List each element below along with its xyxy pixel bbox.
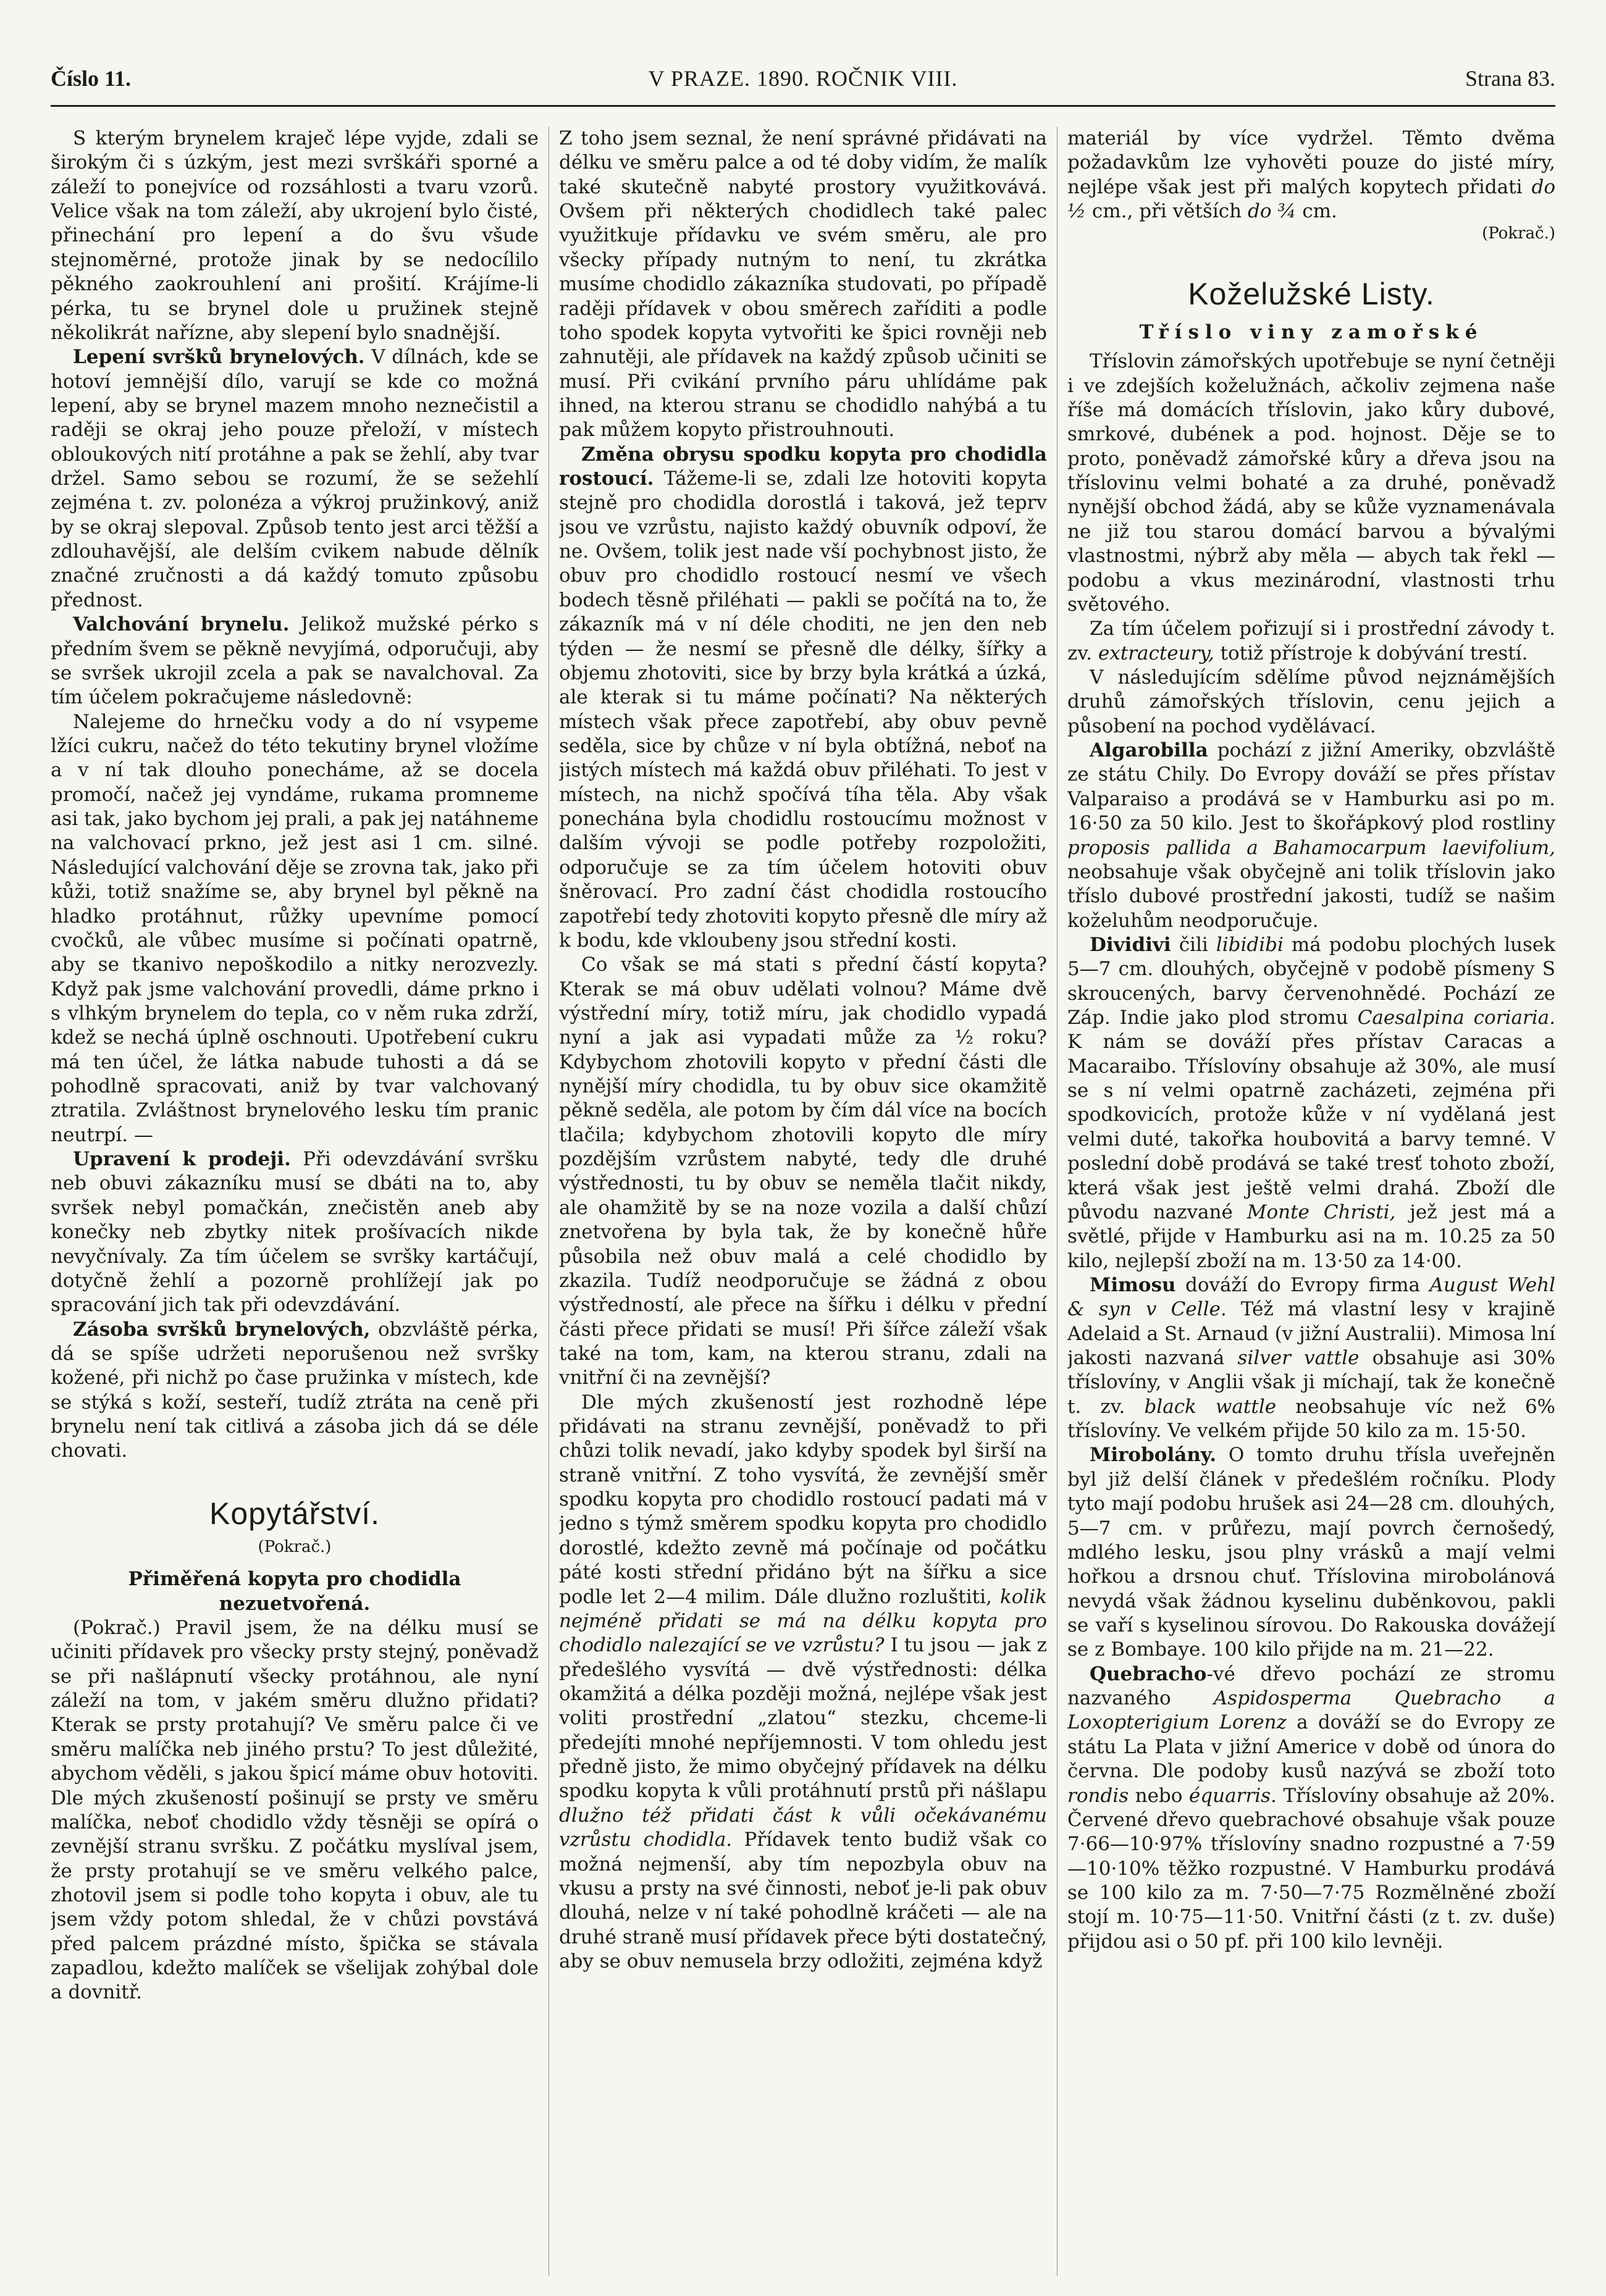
paragraph: Upravení k prodeji. Při odevzdávání svršku neb obuvi zákazníku musí se dbáti na to, aby svršek nebyl pomačkán, znečistěn aneb aby konečky neb zbytky nitek prošívacích nikde nevyčnívaly. Za tím účelem se svršky kartáčují, dotyčně žehlí a pozorně prohlížejí jak po spracování jich tak při odevzdávání. [51, 1148, 539, 1317]
paragraph: materiál by více vydržel. Těmto dvěma požadavkům lze vyhověti pouze do jisté míry, nejlépe však jest při malých kopytech přidati do ½ cm., při větších do ¾ cm. [1067, 127, 1555, 223]
run-in-heading: Lepení svršků brynelových. [73, 346, 365, 369]
paragraph: Quebracho-vé dřevo pochází ze stromu nazvaného Aspidosperma Quebracho a Loxopterigium Lorenz a dováží se do Evropy ze státu La Plata v jižní Americe v době od února do června. Dle podoby kusů nazývá se zboží toto rondis nebo équarris. Tříslovíny obsahuje až 20%. Červené dřevo quebrachové obsahuje však pouze 7·66—10·97% tříslovíny snadno rozpustné a 7·59—10·10% těžko rozpustné. V Hamburku prodává se 100 kilo za m. 7·50—7·75 Rozmělněné zboží stojí m. 10·75—11·50. Vnitřní části (z t. zv. duše) přijdou asi o 50 pf. při 100 kilo levněji. [1067, 1662, 1555, 1953]
run-in-heading: Mirobolány. [1090, 1444, 1217, 1467]
column-1 [51, 127, 539, 2282]
page-header [51, 59, 1555, 96]
header-rule [51, 105, 1555, 107]
paragraph: (Pokrač.) Pravil jsem, že na délku musí se učiniti přídavek pro všecky prsty stejný, poněvadž se při našlápnutí všecky protáhnou, ale nyní záleží na tom, v jakém směru dlužno přidati? Kterak se prsty protahují? Ve směru palce či ve směru malíčka neb jiného prstu? To jest důležité, abychom věděli, s jakou špicí máme obuv hotoviti. Dle mých zkušeností pošinují se prsty ve směru malíčka, neboť chodidlo vždy těsněji se opírá o zevnější stranu svršku. Z počátku myslíval jsem, že prsty protahují se ve směru velkého palce, zhotovil jsem si podle toho kopyta i obuv, ale tu jsem vždy potom shledal, že v chůzi povstává před palcem prázdné místo, špička se stávala zapadlou, kdežto malíček se všelijak zohýbal dole a dovnitř. [51, 1617, 539, 2004]
paragraph: Algarobilla pochází z jižní Ameriky, obzvláště ze státu Chily. Do Evropy dováží se přes přístav Valparaiso a prodává se v Hamburku asi po m. 16·50 za 50 kilo. Jest to škořápkový plod rostliny proposis pallida a Bahamocarpum laevifolium, neobsahuje však obyčejně ani tolik tříslovin jako tříslo dubové prostřední jakosti, tudíž se našim koželuhům neodporučuje. [1067, 739, 1555, 932]
paragraph: Dividivi čili libidibi má podobu plochých lusek 5—7 cm. dlouhých, obyčejně v podobě písmeny S skroucených, barvy červenohnědé. Pochází ze Záp. Indie jako plod stromu Caesalpina coriaria. K nám se dováží přes přístav Caracas a Macaraibo. Tříslovíny obsahuje až 30%, ale musí se s ní velmi opatrně zacházeti, zejména při spodkovicích, protože kůže v ní vydělaná jest velmi duté, takořka houbovitá a barvy temné. V poslední době prodává se také tresť tohoto zboží, která však jest ještě velmi drahá. Zboží dle původu nazvané Monte Christi, jež jest má a světlé, přijde v Hamburku asi na m. 10.25 za 50 kilo, nejlepší zboží na m. 13·50 za 14·00. [1067, 933, 1555, 1272]
paragraph: Valchování brynelu. Jelikož mužské pérko s předním švem se pěkně nevyjímá, odporučuji, aby se svršek ukrojil zcela a pak se navalchoval. Za tím účelem pokračujeme následovně: [51, 613, 539, 709]
paragraph: Mirobolány. O tomto druhu třísla uveřejněn byl již delší článek v předešlém ročníku. Plody tyto mají podobu hrušek asi 24—28 cm. dlouhých, 5—7 cm. v průřezu, mají povrch černošedý, mdlého lesku, jsou plny vrásků a mají velmi hořkou a drsnou chuť. Tříslovina mirobolánová nevydá však žádnou kyselinu duběnkovou, pakli se vaří s kyselinou sírovou. Do Rakouska dovážejí se z Bombaye. 100 kilo přijde na m. 21—22. [1067, 1444, 1555, 1661]
paragraph: Nalejeme do hrnečku vody a do ní vsypeme lžíci cukru, načež do této tekutiny brynel vložíme a v ní tak dlouho ponecháme, až se docela promočí, načež jej vyndáme, rukama promneme asi tak, jako bychom jej prali, a pak jej natáhneme na valchovací prkno, jež jest asi 1 cm. silné. Následující valchování děje se zrovna tak, jako při kůži, totiž snažíme se, aby brynel byl pěkně na hladko protáhnut, růžky upevníme pomocí cvočků, ale vůbec musíme si počínati opatrně, aby se tkanivo nepoškodilo a nitky nerozvezly. Když pak jsme valchování provedli, dáme prkno i s vlhkým brynelem do tepla, co v něm ruka zdrží, kdež se nechá úplně oschnouti. Upotřebení cukru má ten účel, že látka nabude tuhosti a dá se pohodlně spracovati, aniž by tvar valchovaný ztratila. Zvláštnost brynelového lesku tím pranic neutrpí. — [51, 710, 539, 1146]
paragraph: Změna obrysu spodku kopyta pro chodidla rostoucí. Tážeme-li se, zdali lze hotoviti kopyta stejně pro chodidla dorostlá i taková, jež teprv jsou ve vzrůstu, najisto každý obuvník odpoví, že ne. Ovšem, tolik jest nade vší pochybnost jisto, že obuv pro chodidlo rostoucí nesmí ve všech bodech těsně přiléhati — pakli se počítá na to, že zákazník má v ní déle choditi, ne jen den neb týden — že nesmí se přesně dle délky, šířky a objemu zhotoviti, sice by brzy byla krátká a úzká, ale kterak si tu máme počínati? Na některých místech však přece zapotřebí, aby obuv pevně seděla, sice by chůze v ní byla obtížná, neboť na jistých místech má každá obuv přiléhati. To jest v místech, na nichž spočívá tíha těla. Aby však ponechána byla chodidlu rostoucímu možnost v dalším vývoji se podle potřeby rozpoložiti, odporučuje se za tím účelem hotoviti obuv šněrovací. Pro zadní část chodidla rostoucího zapotřebí tedy zhotoviti kopyto přesně dle míry až k bodu, kde vkloubeny jsou střední kosti. [559, 443, 1047, 952]
paragraph: Mimosu dováží do Evropy firma August Wehl & syn v Celle. Též má vlastní lesy v krajině Adelaid a St. Arnaud (v jižní Australii). Mimosa lní jakosti nazvaná silver vattle obsahuje asi 30% tříslovíny, v Anglii však ji míchají, tak že konečně t. zv. black wattle neobsahuje víc než 6% tříslovíny. Ve velkém přijde 50 kilo za m. 15·50. [1067, 1273, 1555, 1443]
run-in-heading: Zásoba svršků brynelových, [73, 1318, 371, 1341]
paragraph: Zásoba svršků brynelových, obzvláště pérka, dá se spíše udržeti neporušenou než svršky kožené, při nichž po čase pružinka v místech, kde se stýká s koží, sesteří, tudíž ztráta na ceně při brynelu není tak citlivá a zásoba jich dá se déle chovati. [51, 1318, 539, 1462]
section-title: Kopytářství. [209, 1496, 380, 1531]
section-continued: (Pokrač.) [258, 1538, 332, 1557]
paragraph: S kterým brynelem kraječ lépe vyjde, zdali se širokým či s úzkým, jest mezi svrškáři sporné a záleží to ponejvíce od rozsáhlosti a tvaru vzorů. Velice však na tom záleží, aby ukrojení bylo čisté, přinechání pro lepení a do švu všude stejnoměrné, protože jinak by se nedocílilo pěkného zaokrouhlení ani prošití. Krájíme-li pérka, tu se brynel dole u pružinek stejně několikrát nařízne, aby slepení bylo snadnější. [51, 127, 539, 344]
paragraph: Lepení svršků brynelových. V dílnách, kde se hotoví jemnější dílo, varují se kde co možná lepení, aby se brynel mazem mnoho neznečistil a raději se okraj jeho pouze přeloží, v místech obloukových nití protáhne a pak se žehlí, aby tvar držel. Samo sebou se rozumí, že se sežehlí zejména t. zv. polonéza a výkroj pružinkový, aniž by se okraj slepoval. Způsob tento jest arci těžší a zdlouhavější, ale delším cvikem nabude dělník značné zručnosti a dá každý tomuto způsobu přednost. [51, 346, 539, 611]
column-2 [559, 127, 1047, 2282]
run-in-heading: Mimosu [1090, 1273, 1176, 1296]
column-3 [1067, 127, 1555, 2282]
article-title: Přiměřená kopyta pro chodidla nezuetvořená. [128, 1568, 461, 1615]
run-in-heading: Algarobilla [1090, 739, 1208, 762]
run-in-heading: Quebracho [1090, 1662, 1207, 1685]
paragraph: Z toho jsem seznal, že není správné přidávati na délku ve směru palce a od té doby vidím, že malík také skutečně nabyté prostory využitkovává. Ovšem při některých chodidlech také palec využitkuje přídavku ve svém směru, ale pro všecky případy nutným to není, tu zkrátka musíme chodidlo zákazníka studovati, po případě raději přídavek v obou směrech zaříditi a podle toho spodek kopyta vytvořiti ke špici rovněji neb zahnutěji, ale přídavek na každý způsob učiniti se musí. Při cvikání prvního páru uhlídáme pak ihned, na kterou stranu se chodidlo nahýbá a tu pak můžem kopyto přistrouhnouti. [559, 127, 1047, 442]
issue-number: Číslo 11. [51, 66, 132, 91]
run-in-heading: Změna obrysu spodku kopyta pro chodidla rostoucí. [559, 443, 1047, 490]
page-number: Strana 83. [1465, 66, 1555, 91]
run-in-heading: Upravení k prodeji. [73, 1148, 291, 1171]
paragraph: Tříslovin zámořských upotřebuje se nyní četněji i ve zdejších koželužnách, ačkoliv zejmena naše říše má domácích tříslovin, jako kůry dubové, smrkové, dubének a pod. hojnost. Děje se to proto, poněvadž zámořské kůry a dřeva jsou na tříslovinu velmi bohaté a za druhé, poněvadž nynější obchod žádá, aby se kůže vyznamenávala ne již tou starou domácí barvou a bývalými vlastnostmi, nýbrž aby měla — abych tak řekl — podobu a vkus mezinárodní, vlastnosti trhu světového. [1067, 350, 1555, 616]
article-title: Tříslo viny zamořské [1139, 321, 1484, 343]
paragraph: Dle mých zkušeností jest rozhodně lépe přidávati na stranu zevnější, poněvadž to při chůzi tolik nevadí, jako kdyby spodek byl širší na straně vnitřní. Z toho vysvítá, že zevnější směr spodku kopyta pro chodidlo rostoucí padati má v jedno s týmž směrem spodku kopyta pro chodidlo dorostlé, kdežto zevně má počínaje od počátku páté kosti střední přidáno být na šířku a sice podle let 2—4 milim. Dále dlužno rozluštiti, kolik nejméně přidati se má na délku kopyta pro chodidlo nalezající se ve vzrůstu? I tu jsou — jak z předešlého vysvítá — dvě výstřednosti: délka okamžitá a délka později možná, nejlépe však jest voliti prostřední „zlatou“ stezku, chceme-li předejíti mnohé nepříjemnosti. V tom ohledu jest předně jisto, že mimo obyčejný přídavek na délku spodku kopyta k vůli protáhnutí prstů při nášlapu dlužno též přidati část k vůli očekávanému vzrůstu chodidla. Přídavek tento budiž však co možná nejmenší, aby tím nepozbyla obuv na vkusu a prsty na své činnosti, neboť je-li pak obuv dlouhá, nelze v ní také pohodlně kráčeti — ale na druhé straně musí přídavek přece býti dostatečný, aby se obuv nemusela brzy odložiti, zejména když [559, 1391, 1047, 1972]
paragraph: V následujícím sdělíme původ nejznámějších druhů zámořských tříslovin, cenu jejich a působení na pochod vydělávací. [1067, 666, 1555, 737]
run-in-heading: Valchování brynelu. [73, 613, 290, 636]
paragraph: Co však se má stati s přední částí kopyta? Kterak se má obuv udělati volnou? Máme dvě výstřední míry, totiž míru, jak chodidlo vypadá nyní a jak asi vypadati může za ½ roku? Kdybychom zhotovili kopyto v přední části dle nynější míry chodidla, tu by obuv sice okamžitě pěkně seděla, ale potom by čím dál více na bocích tlačila; kdybychom zhotovili kopyto dle míry pozdějším vzrůstem nabyté, tedy dle druhé výstřednosti, tu by obuv se neměla tlačit nikdy, ale ohamžitě by se na noze vozila a další chůzí znetvořena by byla tak, že by konečně hůře působila než obuv malá a celé chodidlo by zkazila. Tudíž neodporučuje se žádná z obou výstředností, ale přece na šířku i délku v přední části přece přidati se musí! Při šířce záleží však také na tom, kam, na kterou stranu, zdali na vnitřní či na zevnější? [559, 953, 1047, 1389]
paragraph: Za tím účelem pořizují si i prostřední závody t. zv. extracteury, totiž přístroje k dobývání trestí. [1067, 618, 1555, 664]
run-in-heading: Dividivi [1090, 933, 1171, 956]
section-title: Koželužské Listy. [1188, 277, 1435, 312]
continued-note: (Pokrač.) [1482, 224, 1555, 243]
masthead-line: V PRAZE. 1890. ROČNIK VIII. [648, 66, 958, 91]
